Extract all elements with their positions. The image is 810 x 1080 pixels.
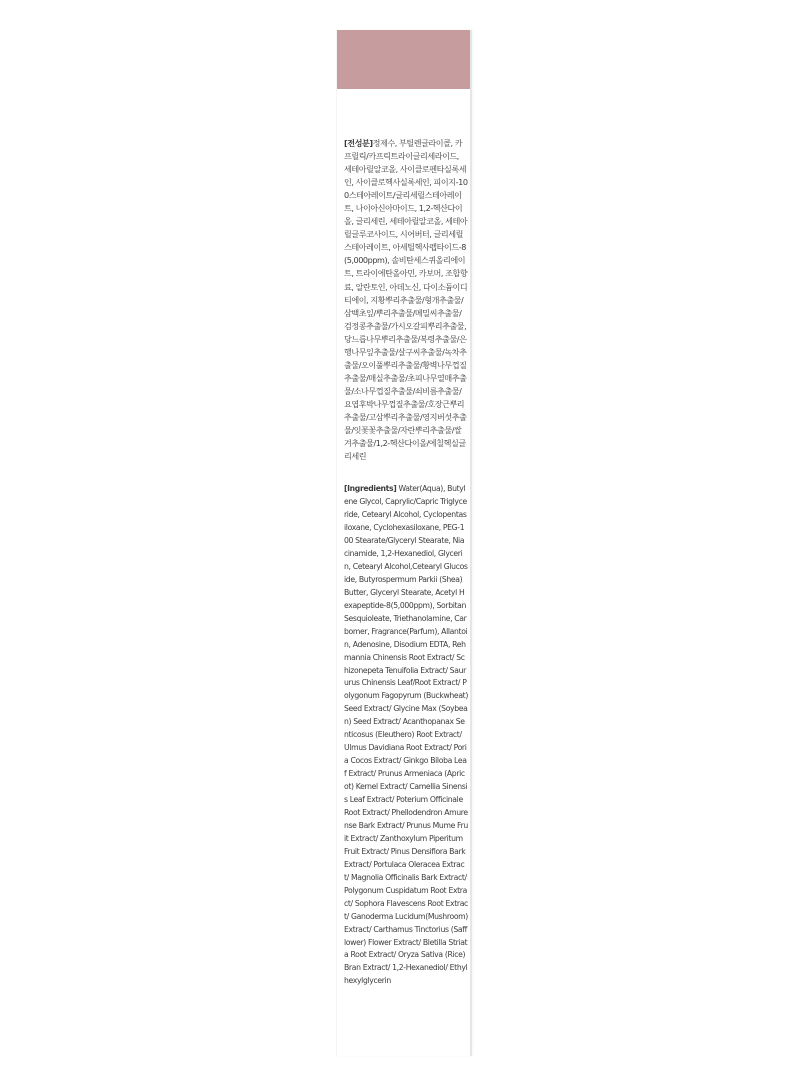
ingredients-panel xyxy=(344,137,468,988)
english-ingredients-text: Water(Aqua), Butylene Glycol, Caprylic/Capric Triglyceride, Cetearyl Alcohol, Cyclopentasiloxane, Cyclohexasiloxane, PEG-100 Stearate/Glyceryl Stearate, Niacinamide, 1,2-Hexanediol, Glycerin, Cetearyl Alcohol,Cetearyl Glucoside, Butyrospermum Parkii (Shea) Butter, Glyceryl Stearate, Acetyl Hexapeptide-8(5,000ppm), Sorbitan Sesquioleate, Triethanolamine, Carbomer, Fragrance(Parfum), Allantoin, Adenosine, Disodium EDTA, Rehmannia Chinensis Root Extract/ Schizonepeta Tenuifolia Extract/ Saururus Chinensis Leaf/Root Extract/ Polygonum Fagopyrum (Buckwheat) Seed Extract/ Glycine Max (Soybean) Seed Extract/ Acanthopanax Senticosus (Eleuthero) Root Extract/ Ulmus Davidiana Root Extract/ Poria Cocos Extract/ Ginkgo Biloba Leaf Extract/ Prunus Armeniaca (Apricot) Kernel Extract/ Camellia Sinensis Leaf Extract/ Poterium Officinale Root Extract/ Phellodendron Amurense Bark Extract/ Prunus Mume Fruit Extract/ Zanthoxylum Piperitum Fruit Extract/ Pinus Densiflora Bark Extract/ Portulaca Oleracea Extract/ Magnolia Officinalis Bark Extract/ Polygonum Cuspidatum Root Extract/ Sophora Flavescens Root Extract/ Ganoderma Lucidum(Mushroom) Extract/ Carthamus Tinctorius (Safflower) Flower Extract/ Bletilla Striata Root Extract/ Oryza Sativa (Rice) Bran Extract/ 1,2-Hexanediol/ Ethylhexylglycerin xyxy=(344,484,468,986)
box-color-band xyxy=(337,30,470,89)
english-ingredients xyxy=(344,483,468,988)
korean-ingredients-label: [전성분] xyxy=(344,138,373,148)
product-box-side xyxy=(336,30,472,1056)
korean-ingredients xyxy=(344,137,468,463)
english-ingredients-label: [Ingredients] xyxy=(344,484,397,494)
korean-ingredients-text: 정제수, 부틸렌글라이콜, 카프릴릭/카프릭트라이글리세라이드, 세테아릴알코올, 사이클로펜타실록세인, 사이클로헥사실록세인, 피이지-100스테아레이트/글리세릴스테아레이트, 나이아신아마이드, 1,2-헥산다이올, 글리세린, 세테아릴알코올, 세테아릴글루코사이드, 시어버터, 글리세릴스테아레이트, 아세틸헥사펩타이드-8(5,000ppm), 솔비탄세스퀴올리에이트, 트라이에탄올아민, 카보머, 조합향료, 알란토인, 아데노신, 다이소듐이디티에이, 지황뿌리추출물/형개추출물/삼백초잎/뿌리추출물/메밀씨추출물/검정콩추출물/가시오갈피뿌리추출물, 당느릅나무뿌리추출물/복령추출물/은행나무잎추출물/살구씨추출물/녹차추출물/오이풀뿌리추출물/황벽나무껍질추출물/매실추출물/초피나무열매추출물/소나무껍질추출물/쇠비름추출물/요엽후박나무껍질추출물/호장근뿌리추출물/고삼뿌리추출물/영지버섯추출물/잇꽃꽃추출물/자란뿌리추출물/쌀겨추출물/1,2-헥산다이올/에칠헥실글리세린 xyxy=(344,138,468,462)
